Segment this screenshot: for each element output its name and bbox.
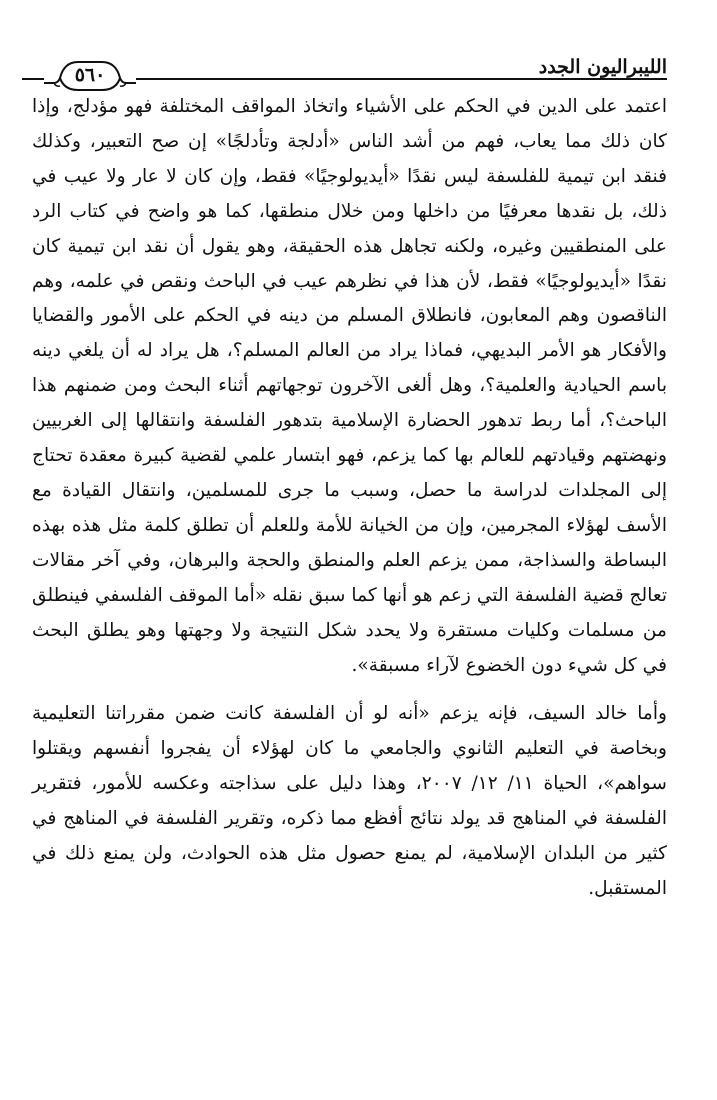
running-title: الليبراليون الجدد: [531, 56, 667, 78]
paragraph-1: اعتمد على الدين في الحكم على الأشياء واتخاذ المواقف المختلفة فهو مؤدلج، وإذا كان ذلك مما يعاب، فهم من أشد الناس «أدلجة وتأدلجًا» إن صح التعبير، وكذلك فنقد ابن تيمية للفلسفة ليس نقدًا «أيديولوجيًا» فقط، وإن كان لا عار ولا عيب في ذلك، بل نقدها معرفيًا من داخلها ومن خلال منطقها، كما هو واضح في كتاب الرد على المنطقيين وغيره، ولكنه تجاهل هذه الحقيقة، وهو يقول أن نقد ابن تيمية كان نقدًا «أيديولوجيًا» فقط، لأن هذا في نظرهم عيب في الباحث ونقص في علمه، وهم الناقصون وهم المعابون، فانطلاق المسلم من دينه في الحكم على الأمور والقضايا والأفكار هو الأمر البديهي، فماذا يراد من العالم المسلم؟، هل يراد له أن يلغي دينه باسم الحيادية والعلمية؟، وهل ألغى الآخرون توجهاتهم أثناء البحث ومن ضمنهم هذا الباحث؟، أما ربط تدهور الحضارة الإسلامية بتدهور الفلسفة وانتقالها إلى الغربيين ونهضتهم وقيادتهم للعالم بها كما يزعم، فهو ابتسار علمي لقضية كبيرة معقدة تحتاج إلى المجلدات لدراسة ما حصل، وسبب ما جرى للمسلمين، وانتقال القيادة مع الأسف لهؤلاء المجرمين، وإن من الخيانة للأمة وللعلم أن تطلق كلمة مثل هذه بهذه البساطة والسذاجة، ممن يزعم العلم والمنطق والحجة والبرهان، وفي آخر مقالات تعالج قضية الفلسفة التي زعم هو أنها كما سبق نقله «أما الموقف الفلسفي فينطلق من مسلمات وكليات مستقرة ولا يحدد شكل النتيجة ولا وجهتها وهو يطلق البحث في كل شيء دون الخضوع لآراء مسبقة».: [32, 96, 667, 676]
page-number-frame: [44, 56, 136, 94]
page-number: ٥٦٠: [74, 64, 106, 86]
paragraph-2: وأما خالد السيف، فإنه يزعم «أنه لو أن الفلسفة كانت ضمن مقرراتنا التعليمية وبخاصة في التعليم الثانوي والجامعي ما كان لهؤلاء أن يفجروا أنفسهم ويقتلوا سواهم»، الحياة ١١/ ١٢/ ٢٠٠٧، وهذا دليل على سذاجته وعكسه للأمور، فتقرير الفلسفة في المناهج قد يولد نتائج أفظع مما ذكره، وتقرير الفلسفة في المناهج في كثير من البلدان الإسلامية، لم يمنع حصول مثل هذه الحوادث، ولن يمنع ذلك في المستقبل.: [32, 703, 667, 899]
page-body: [32, 90, 667, 907]
